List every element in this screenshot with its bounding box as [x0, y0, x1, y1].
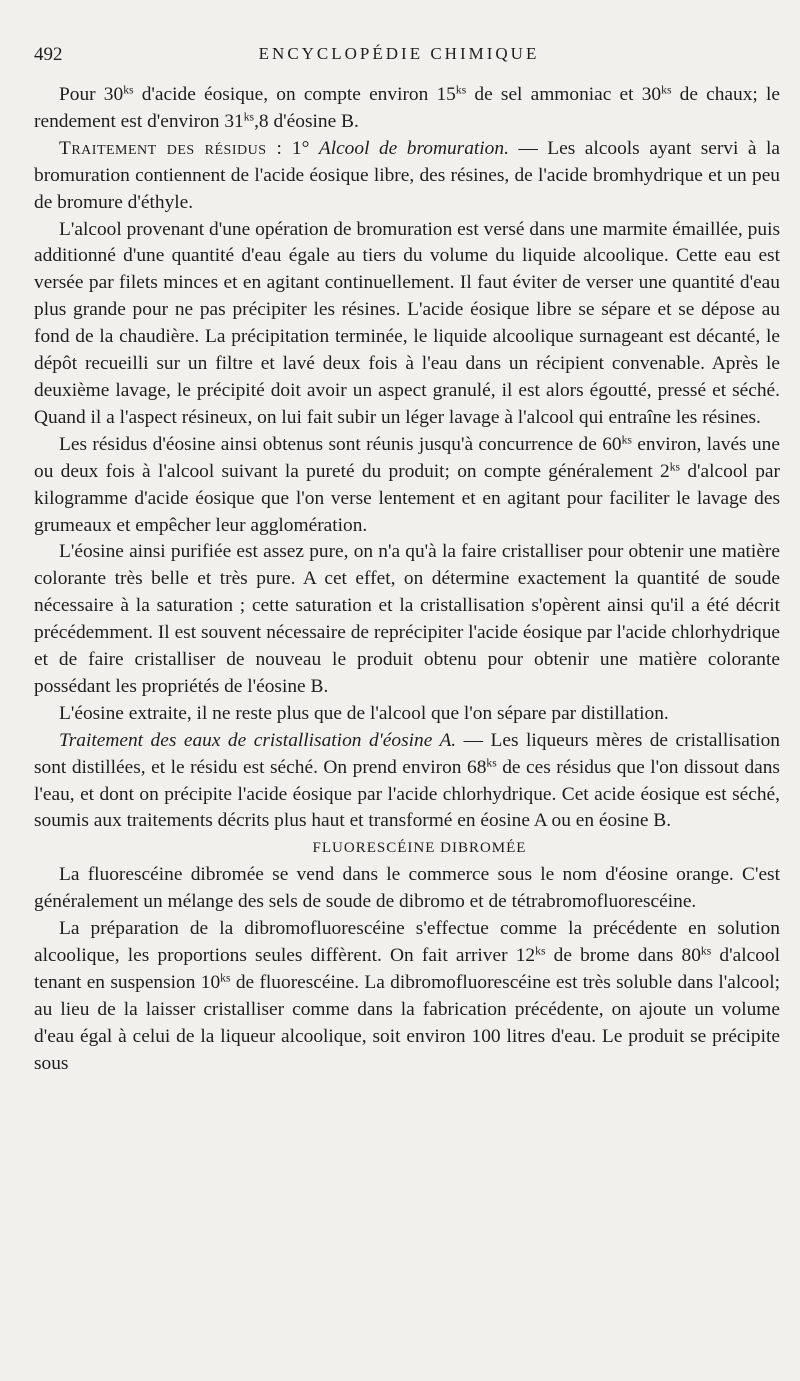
running-title: ENCYCLOPÉDIE CHIMIQUE: [258, 44, 540, 63]
paragraph-2: Traitement des résidus : 1° Alcool de bromuration. — Les alcools ayant servi à la bromuration contiennent de l'acide éosique libre, des résines, de l'acide bromhydrique et un peu de bromure d'éthyle.: [34, 137, 780, 213]
paragraph-1: Pour $30^{ks}$ d'acide éosique, on compte environ $15^{ks}$ de sel ammoniac et $30^{ks}$ de chaux; le rendement est d'environ $31^{ks},8$ d'éosine B.: [34, 83, 780, 132]
section-title: FLUORESCÉINE DIBROMÉE: [312, 840, 527, 857]
paragraph-6: L'éosine extraite, il ne reste plus que de l'alcool que l'on sépare par distillation.: [59, 702, 669, 724]
paragraph-7: Traitement des eaux de cristallisation d'éosine A. — Les liqueurs mères de cristallisation sont distillées, et le résidu est séché. On prend environ $68^{ks}$ de ces résidus que l'on dissout dans l'eau, et dont on précipite l'acide éosique par l'acide chlorhydrique. Cet acide éosique est séché, soumis aux traitements décrits plus haut et transformé en éosine A ou en éosine B.: [34, 729, 780, 832]
paragraph-5: L'éosine ainsi purifiée est assez pure, on n'a qu'à la faire cristalliser pour obtenir une matière colorante très belle et très pure. A cet effet, on détermine exactement la quantité de soude nécessaire à la saturation ; cette saturation et la cristallisation s'opèrent ainsi qu'il a été décrit précédemment. Il est souvent nécessaire de reprécipiter l'acide éosique par l'acide chlorhydrique et de faire cristalliser de nouveau le produit obtenu pour obtenir une matière colorante possédant les propriétés de l'éosine B.: [34, 541, 780, 697]
paragraph-8: La fluorescéine dibromée se vend dans le commerce sous le nom d'éosine orange. C'est généralement un mélange des sels de soude de dibromo et de tétrabromofluorescéine.: [34, 864, 780, 913]
page-number: 492: [34, 44, 63, 65]
subsection-title: Traitement des eaux de cristallisation d'éosine A.: [59, 729, 457, 751]
paragraph-3: L'alcool provenant d'une opération de bromuration est versé dans une marmite émaillée, puis additionné d'une quantité d'eau égale au tiers du volume du liquide alcoolique. Cette eau est versée par filets minces et en agitant continuellement. Il faut éviter de verser une quantité d'eau plus grande pour ne pas précipiter les résines. L'acide éosique libre se sépare et se dépose au fond de la chaudière. La précipitation terminée, le liquide alcoolique surnageant est décanté, le dépôt recueilli sur un filtre et lavé deux fois à l'eau dans un récipient convenable. Après le deuxième lavage, le précipité doit avoir un aspect granulé, il est alors égoutté, pressé et séché. Quand il a l'aspect résineux, on lui fait subir un léger lavage à l'alcool qui entraîne les résines.: [34, 218, 780, 428]
page-header: [34, 44, 764, 74]
page-body: [34, 82, 780, 1078]
paragraph-9: La préparation de la dibromofluorescéine s'effectue comme la précédente en solution alcoolique, les proportions seules diffèrent. On fait arriver $12^{ks}$ de brome dans $80^{ks}$ d'alcool tenant en suspension $10^{ks}$ de fluorescéine. La dibromofluorescéine est très soluble dans l'alcool; au lieu de la laisser cristalliser comme dans la fabrication précédente, on ajoute un volume d'eau égal à celui de la liqueur alcoolique, soit environ 100 litres d'eau. Le produit se précipite sous: [34, 918, 780, 1074]
section-lead: Traitement des résidus :: [59, 137, 283, 159]
subsection-title: Alcool de bromuration.: [318, 137, 509, 159]
paragraph-4: Les résidus d'éosine ainsi obtenus sont réunis jusqu'à concurrence de $60^{ks}$ environ, lavés une ou deux fois à l'alcool suivant la pureté du produit; on compte généralement $2^{ks}$ d'alcool par kilogramme d'acide éosique que l'on verse lentement et en agitant pour faciliter le lavage des grumeaux et empêcher leur agglomération.: [34, 433, 780, 536]
